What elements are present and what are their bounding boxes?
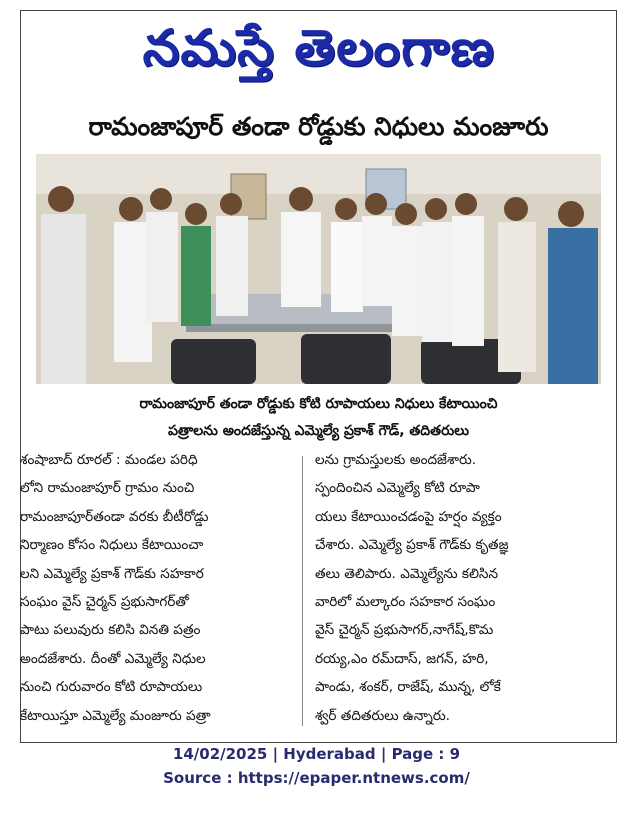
article-line: అందజేశారు. దీంతో ఎమ్మెల్యే నిధుల — [20, 650, 206, 667]
article-column-left — [20, 446, 290, 730]
article-line: నుంచి గురువారం కోటి రూపాయలు — [20, 679, 203, 696]
article-line: కేటాయిస్తూ ఎమ్మెల్యే మంజూరు పత్రా — [20, 707, 211, 724]
photo-caption — [21, 391, 616, 445]
footer-source-link[interactable]: Source : https://epaper.ntnews.com/ — [163, 769, 470, 787]
article-line: రయ్య,ఎం రమ్‌దాస్, జగన్, హరి, — [315, 650, 489, 667]
column-divider — [302, 456, 303, 726]
article-line: పాటు పలువురు కలిసి వినతి పత్రం — [20, 622, 201, 639]
article-line: తలు తెలిపారు. ఎమ్మెల్యేను కలిసిన — [315, 565, 499, 582]
group-photo-illustration — [36, 154, 601, 384]
article-line: చేశారు. ఎమ్మెల్యే ప్రకాశ్ గౌడ్‌కు కృతజ్ఞ — [315, 537, 509, 554]
article-line: వారిలో మల్కారం సహకార సంఘం — [315, 594, 496, 611]
headline: రామంజాపూర్ తండా రోడ్డుకు నిధులు మంజూరు — [88, 112, 549, 141]
article-line: లోని రామంజాపూర్ గ్రామం నుంచి — [20, 480, 195, 497]
article-line: శంషాబాద్ రూరల్ : మండల పరిధి — [20, 452, 198, 468]
masthead-logo: నమస్తే తెలంగాణ — [142, 19, 495, 77]
article-column-right — [315, 446, 583, 730]
article-line: పాండు, శంకర్, రాజేష్, మున్న, లోకే — [315, 679, 501, 696]
article-line: శ్వర్ తదితరులు ఉన్నారు. — [315, 707, 450, 724]
masthead — [21, 13, 616, 83]
group-photo — [36, 154, 601, 384]
footer-date-line: 14/02/2025 | Hyderabad | Page : 9 — [172, 745, 461, 763]
article-line: సంఘం వైస్ చైర్మన్ ప్రభుసాగర్‌తో — [20, 594, 189, 611]
caption-line-1: రామంజాపూర్ తండా రోడ్డుకు కోటి రూపాయలు నిధులు కేటాయించి — [139, 396, 498, 412]
article-line: యలు కేటాయించడంపై హర్షం వ్యక్తం — [315, 508, 502, 525]
article-line: వైస్ చైర్మన్ ప్రభుసాగర్,నాగేష్,కొమ — [315, 622, 494, 639]
article-line: రామంజాపూర్‌తండా వరకు బీటీరోడ్డు — [20, 508, 209, 525]
article-line: స్పందించిన ఎమ్మెల్యే కోటి రూపా — [315, 480, 480, 497]
article-line: నిర్మాణం కోసం నిధులు కేటాయించా — [20, 537, 204, 554]
article-line: లని ఎమ్మెల్యే ప్రకాశ్ గౌడ్‌కు సహకార — [20, 565, 204, 582]
footer — [0, 742, 633, 790]
article-line: లను గ్రామస్తులకు అందజేశారు. — [315, 452, 477, 468]
caption-line-2: పత్రాలను అందజేస్తున్న ఎమ్మెల్యే ప్రకాశ్ గౌడ్, తదితరులు — [168, 423, 469, 439]
